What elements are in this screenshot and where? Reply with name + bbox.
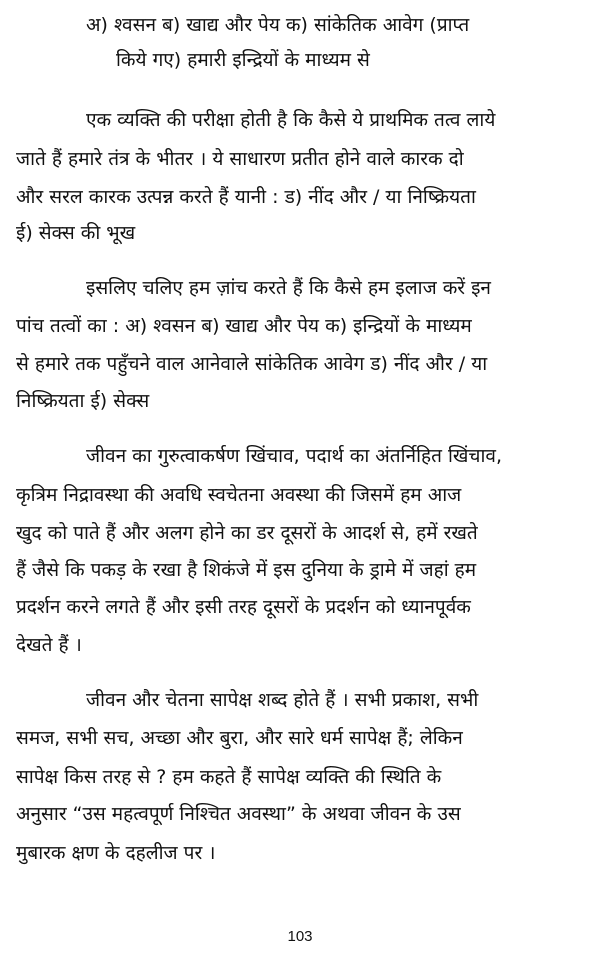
text-line: और सरल कारक उत्पन्न करते हैं यानी : ड) नींद और / या निष्क्रियता <box>16 186 476 208</box>
text-line: इसलिए चलिए हम ज़ांच करते हैं कि कैसे हम इलाज करें इन <box>86 277 491 299</box>
text-line: जाते हैं हमारे तंत्र के भीतर । ये साधारण प्रतीत होने वाले कारक दो <box>16 148 464 170</box>
text-line: निष्क्रियता ई) सेक्स <box>16 390 150 412</box>
text-line: सापेक्ष किस तरह से ? हम कहते हैं सापेक्ष व्यक्ति की स्थिति के <box>16 766 442 788</box>
text-line: जीवन और चेतना सापेक्ष शब्द होते हैं । सभी प्रकाश, सभी <box>86 689 479 711</box>
text-line: से हमारे तक पहुँचने वाल आनेवाले सांकेतिक आवेग ड) नींद और / या <box>16 353 488 375</box>
text-line: एक व्यक्ति की परीक्षा होती है कि कैसे ये प्राथमिक तत्व लाये <box>86 109 496 131</box>
text-line: देखते हैं । <box>16 634 82 656</box>
intro-line: अ) श्वसन ब) खाद्य और पेय क) सांकेतिक आवेग (प्राप्त <box>86 14 470 36</box>
text-line: हैं जैसे कि पकड़ के रखा है शिकंजे में इस दुनिया के ड्रामे में जहां हम <box>16 559 477 581</box>
text-line: प्रदर्शन करने लगते हैं और इसी तरह दूसरों के प्रदर्शन को ध्यानपूर्वक <box>16 596 471 618</box>
text-line: मुबारक क्षण के दहलीज पर । <box>16 842 216 864</box>
text-line: जीवन का गुरुत्वाकर्षण खिंचाव, पदार्थ का अंतर्निहित खिंचाव, <box>86 445 503 467</box>
intro-line: किये गए) हमारी इन्द्रियों के माध्यम से <box>116 49 370 71</box>
text-line: समज, सभी सच, अच्छा और बुरा, और सारे धर्म सापेक्ष हैं; लेकिन <box>16 727 463 749</box>
text-line: अनुसार “उस महत्वपूर्ण निश्चित अवस्था” के अथवा जीवन के उस <box>16 803 461 825</box>
text-line: ई) सेक्स की भूख <box>16 222 136 244</box>
page-number: 103 <box>287 928 313 945</box>
text-line: पांच तत्वों का : अ) श्वसन ब) खाद्य और पेय क) इन्द्रियों के माध्यम <box>16 315 472 337</box>
text-line: खुद को पाते हैं और अलग होने का डर दूसरों के आदर्श से, हमें रखते <box>16 522 478 544</box>
text-line: कृत्रिम निद्रावस्था की अवधि स्वचेतना अवस्था की जिसमें हम आज <box>16 484 462 506</box>
